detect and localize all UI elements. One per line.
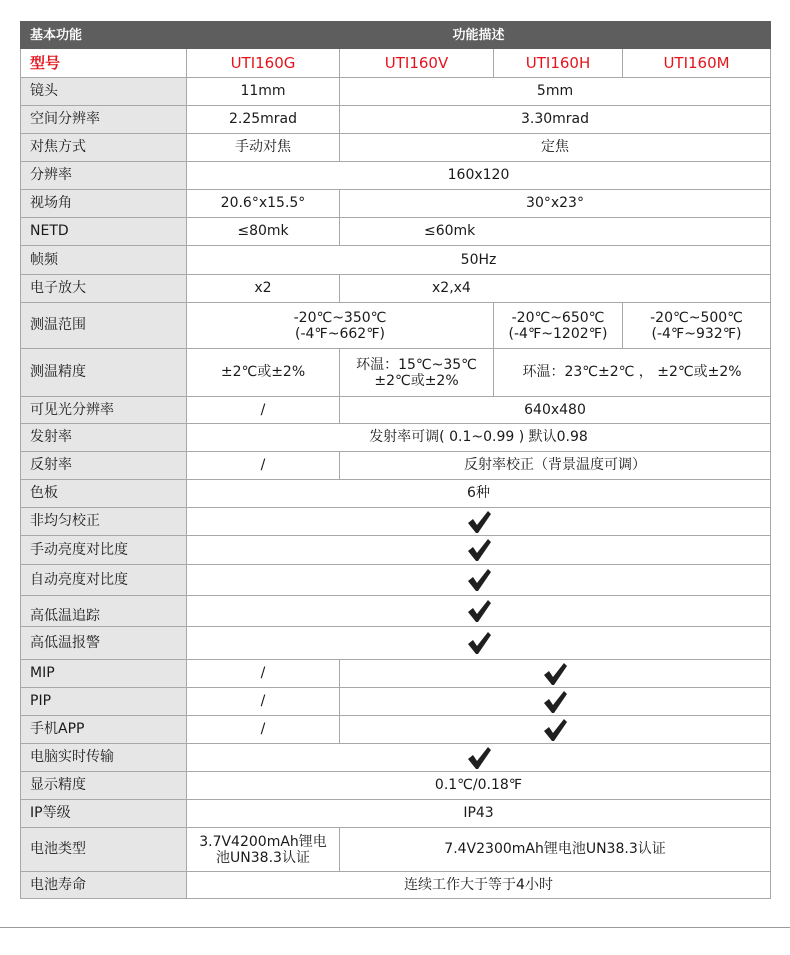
cell-rest: ≤60mk [340, 218, 771, 246]
checkmark-icon [466, 537, 492, 563]
row-label: 高低温报警 [21, 627, 187, 660]
battery-g-line1: 3.7V4200mAh锂电 [199, 833, 327, 850]
row-label: 对焦方式 [21, 134, 187, 162]
cell-rest: 5mm [340, 78, 771, 106]
cell-all: 0.1℃/0.18℉ [187, 772, 771, 800]
accuracy-v-value: ±2℃或±2% [374, 372, 459, 389]
cell-all: 连续工作大于等于4小时 [187, 872, 771, 899]
checkmark-icon [542, 661, 568, 687]
cell-all [187, 627, 771, 660]
row-label: 可见光分辨率 [21, 397, 187, 424]
cell-g: / [187, 452, 340, 480]
row-palette [21, 480, 771, 508]
row-label: 视场角 [21, 190, 187, 218]
cell-all: 6种 [187, 480, 771, 508]
range-m-celsius: -20℃~500℃ [650, 309, 743, 326]
cell-rest [340, 660, 771, 688]
row-label: 非均匀校正 [21, 508, 187, 536]
row-label: 高低温追踪 [21, 596, 187, 627]
row-label: 色板 [21, 480, 187, 508]
cell-all [187, 508, 771, 536]
cell-g: ±2℃或±2% [187, 349, 340, 397]
cell-g [187, 828, 340, 872]
header-row [21, 22, 771, 49]
range-m-fahrenheit: (-4℉~932℉) [651, 325, 742, 342]
range-h-fahrenheit: (-4℉~1202℉) [508, 325, 608, 342]
cell-h [494, 303, 623, 349]
cell-g: / [187, 716, 340, 744]
cell-rest: x2,x4 [340, 275, 771, 303]
row-label: 电脑实时传输 [21, 744, 187, 772]
row-temp-range [21, 303, 771, 349]
spec-table [20, 21, 771, 899]
cell-rest: 反射率校正（背景温度可调） [340, 452, 771, 480]
cell-rest: 30°x23° [340, 190, 771, 218]
cell-m [623, 303, 771, 349]
row-label: PIP [21, 688, 187, 716]
row-frame-rate [21, 246, 771, 275]
row-label: 电子放大 [21, 275, 187, 303]
cell-g: 手动对焦 [187, 134, 340, 162]
cell-g: 11mm [187, 78, 340, 106]
battery-g-line2: 池UN38.3认证 [216, 849, 310, 866]
cell-all: 160x120 [187, 162, 771, 190]
row-lens [21, 78, 771, 106]
cell-hm: 环温：23℃±2℃ ， ±2℃或±2% [494, 349, 771, 397]
cell-rest [340, 688, 771, 716]
row-pc-transfer [21, 744, 771, 772]
cell-g: ≤80mk [187, 218, 340, 246]
checkmark-icon [466, 509, 492, 535]
cell-g: / [187, 660, 340, 688]
row-manual-contrast [21, 536, 771, 565]
row-hilo-track [21, 596, 771, 627]
row-spatial-resolution [21, 106, 771, 134]
cell-g: / [187, 688, 340, 716]
row-accuracy [21, 349, 771, 397]
cell-all: 发射率可调( 0.1~0.99 ) 默认0.98 [187, 424, 771, 452]
row-label: 发射率 [21, 424, 187, 452]
row-reflectivity [21, 452, 771, 480]
row-label: 自动亮度对比度 [21, 565, 187, 596]
cell-g: 20.6°x15.5° [187, 190, 340, 218]
row-auto-contrast [21, 565, 771, 596]
row-fov [21, 190, 771, 218]
model-uti160h: UTI160H [494, 49, 623, 78]
row-mip [21, 660, 771, 688]
row-label: 电池类型 [21, 828, 187, 872]
cell-rest: 定焦 [340, 134, 771, 162]
row-label: 显示精度 [21, 772, 187, 800]
row-label: IP等级 [21, 800, 187, 828]
model-label: 型号 [21, 49, 187, 78]
row-label: 测温范围 [21, 303, 187, 349]
row-visible-resolution [21, 397, 771, 424]
cell-rest: 3.30mrad [340, 106, 771, 134]
row-app [21, 716, 771, 744]
row-ip-rating [21, 800, 771, 828]
cell-all [187, 596, 771, 627]
cell-g: / [187, 397, 340, 424]
row-nuc [21, 508, 771, 536]
accuracy-v-ambient: 环温：15℃~35℃ [356, 356, 477, 373]
model-uti160v: UTI160V [340, 49, 494, 78]
model-uti160g: UTI160G [187, 49, 340, 78]
row-label: 镜头 [21, 78, 187, 106]
checkmark-icon [466, 598, 492, 624]
checkmark-icon [466, 630, 492, 656]
header-feature: 基本功能 [21, 22, 187, 49]
row-emissivity [21, 424, 771, 452]
row-focus [21, 134, 771, 162]
row-label: 电池寿命 [21, 872, 187, 899]
row-label: 测温精度 [21, 349, 187, 397]
row-battery-life [21, 872, 771, 899]
header-description: 功能描述 [187, 22, 771, 49]
row-label: NETD [21, 218, 187, 246]
cell-all: IP43 [187, 800, 771, 828]
cell-v [340, 349, 494, 397]
row-label: 空间分辨率 [21, 106, 187, 134]
checkmark-icon [466, 745, 492, 771]
cell-all [187, 565, 771, 596]
cell-all [187, 536, 771, 565]
row-hilo-alarm [21, 627, 771, 660]
cell-all [187, 744, 771, 772]
row-display-accuracy [21, 772, 771, 800]
row-label: 帧频 [21, 246, 187, 275]
row-label: 手动亮度对比度 [21, 536, 187, 565]
model-row [21, 49, 771, 78]
checkmark-icon [542, 689, 568, 715]
cell-g: x2 [187, 275, 340, 303]
row-label: 反射率 [21, 452, 187, 480]
cell-g: 2.25mrad [187, 106, 340, 134]
row-netd [21, 218, 771, 246]
cell-rest: 640x480 [340, 397, 771, 424]
cell-gv [187, 303, 494, 349]
cell-rest [340, 716, 771, 744]
row-pip [21, 688, 771, 716]
range-h-celsius: -20℃~650℃ [511, 309, 605, 326]
cell-rest: 7.4V2300mAh锂电池UN38.3认证 [340, 828, 771, 872]
checkmark-icon [542, 717, 568, 743]
checkmark-icon [466, 567, 492, 593]
row-resolution [21, 162, 771, 190]
row-label: 手机APP [21, 716, 187, 744]
row-label: 分辨率 [21, 162, 187, 190]
row-battery-type [21, 828, 771, 872]
row-zoom [21, 275, 771, 303]
range-gv-celsius: -20℃~350℃ [293, 309, 387, 326]
row-label: MIP [21, 660, 187, 688]
range-gv-fahrenheit: (-4℉~662℉) [295, 325, 385, 342]
bottom-divider [0, 927, 790, 928]
cell-all: 50Hz [187, 246, 771, 275]
model-uti160m: UTI160M [623, 49, 771, 78]
